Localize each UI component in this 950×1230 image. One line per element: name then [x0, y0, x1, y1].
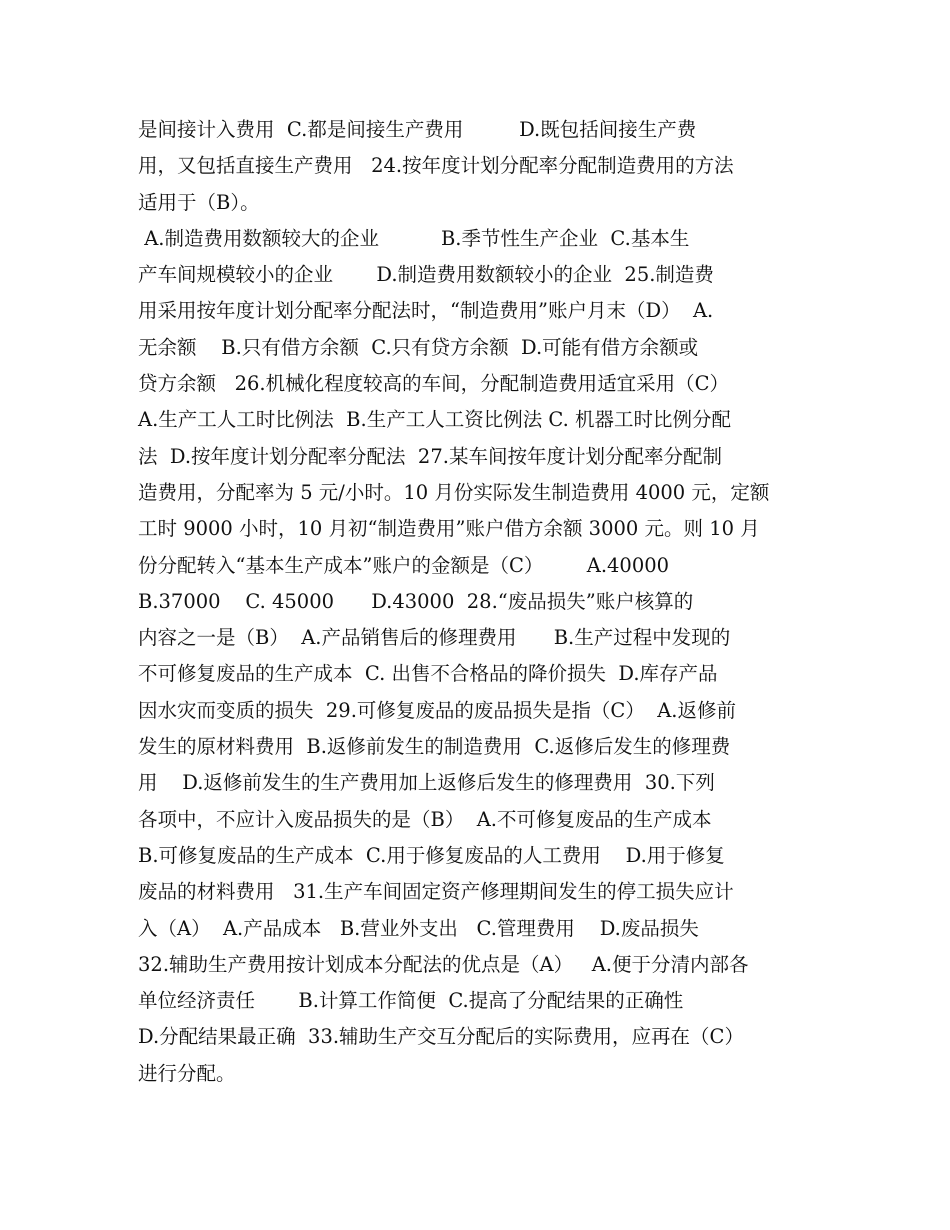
text-line: 用 D.返修前发生的生产费用加上返修后发生的修理费用 30.下列: [138, 771, 715, 795]
text-line: D.分配结果最正确 33.辅助生产交互分配后的实际费用，应再在（C）: [138, 1025, 744, 1049]
text-line: 单位经济责任 B.计算工作简便 C.提高了分配结果的正确性: [138, 989, 684, 1013]
text-line: 入（A） A.产品成本 B.营业外支出 C.管理费用 D.废品损失: [138, 916, 699, 940]
text-line: B.可修复废品的生产成本 C.用于修复废品的人工费用 D.用于修复: [138, 843, 725, 867]
text-line: A.生产工人工时比例法 B.生产工人工资比例法 C. 机器工时比例分配: [138, 408, 732, 432]
text-line: 进行分配。: [138, 1061, 236, 1085]
text-line: 32.辅助生产费用按计划成本分配法的优点是（A） A.便于分清内部各: [138, 952, 749, 976]
text-line: 内容之一是（B） A.产品销售后的修理费用 B.生产过程中发现的: [138, 626, 731, 650]
text-line: 法 D.按年度计划分配率分配法 27.某车间按年度计划分配率分配制: [138, 444, 722, 468]
text-line: 发生的原材料费用 B.返修前发生的制造费用 C.返修后发生的修理费: [138, 735, 731, 759]
text-line: 不可修复废品的生产成本 C. 出售不合格品的降价损失 D.库存产品: [138, 662, 718, 686]
text-line: 产车间规模较小的企业 D.制造费用数额较小的企业 25.制造费: [138, 263, 714, 287]
text-line: 工时 9000 小时，10 月初“制造费用”账户借方余额 3000 元。则 10 月: [138, 517, 760, 541]
text-line: 造费用，分配率为 5 元/小时。10 月份实际发生制造费用 4000 元，定额: [138, 480, 770, 504]
text-line: 用采用按年度计划分配率分配法时，“制造费用”账户月末（D） A.: [138, 299, 714, 323]
text-line: 因水灾而变质的损失 29.可修复废品的废品损失是指（C） A.返修前: [138, 698, 737, 722]
text-line: 废品的材料费用 31.生产车间固定资产修理期间发生的停工损失应计: [138, 880, 734, 904]
text-line: 贷方余额 26.机械化程度较高的车间，分配制造费用适宜采用（C）: [138, 372, 730, 396]
text-line: A.制造费用数额较大的企业 B.季节性生产企业 C.基本生: [138, 226, 690, 250]
document-body-text: [138, 112, 814, 1092]
text-line: 无余额 B.只有借方余额 C.只有贷方余额 D.可能有借方余额或: [138, 335, 699, 359]
text-line: 适用于（B）。: [138, 190, 260, 214]
text-line: B.37000 C. 45000 D.43000 28.“废品损失”账户核算的: [138, 589, 694, 613]
text-line: 是间接计入费用 C.都是间接生产费用 D.既包括间接生产费: [138, 118, 697, 141]
text-line: 份分配转入“基本生产成本”账户的金额是（C） A.40000: [138, 553, 670, 577]
text-line: 用，又包括直接生产费用 24.按年度计划分配率分配制造费用的方法: [138, 154, 734, 178]
text-line: 各项中，不应计入废品损失的是（B） A.不可修复废品的生产成本: [138, 807, 712, 831]
